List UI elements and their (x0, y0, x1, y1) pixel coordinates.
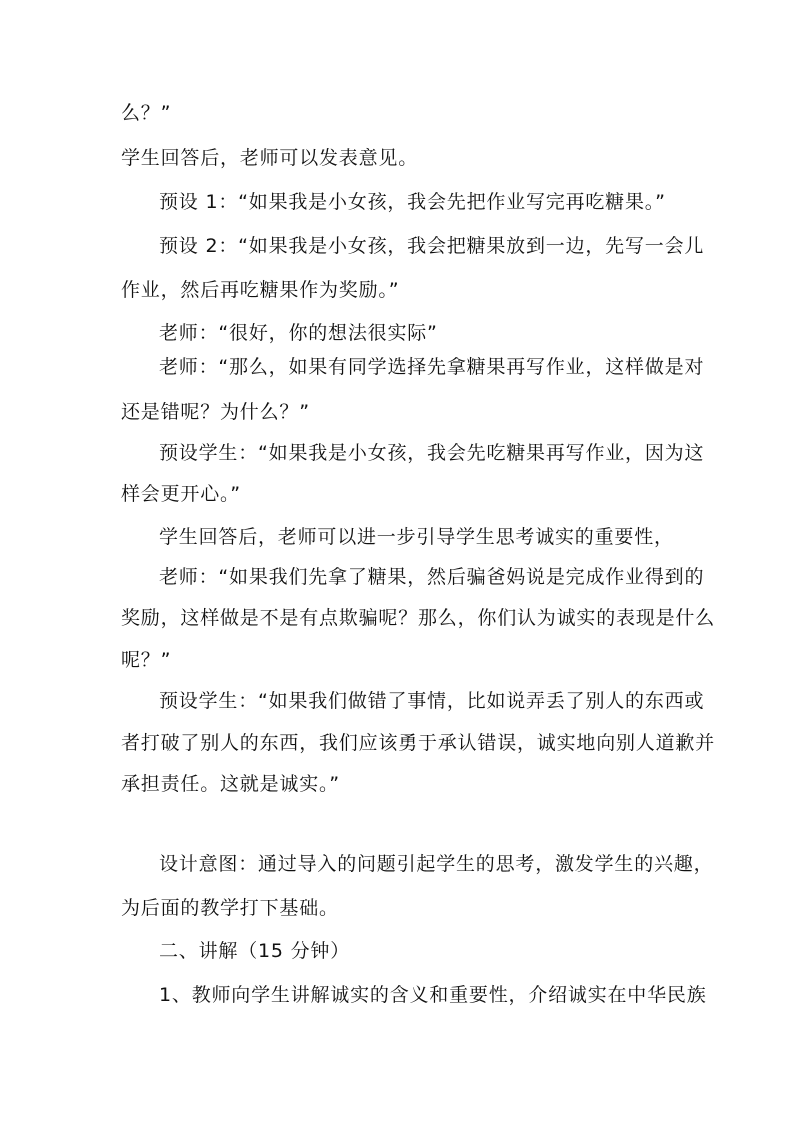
paragraph-line: 学生回答后，老师可以发表意见。 (121, 147, 419, 169)
paragraph-line: 作业，然后再吃糖果作为奖励。” (121, 279, 400, 301)
paragraph-line: 为后面的教学打下基础。 (121, 897, 339, 919)
paragraph-line: 承担责任。这就是诚实。” (121, 773, 340, 795)
paragraph-line: 呢？” (121, 649, 172, 671)
paragraph-line: 还是错呢？为什么？” (121, 401, 310, 423)
paragraph-line: 老师：“那么，如果有同学选择先拿糖果再写作业，这样做是对 (159, 356, 705, 378)
paragraph-line: 预设学生：“如果我是小女孩，我会先吃糖果再写作业，因为这 (159, 442, 705, 464)
paragraph-line: 预设 2：“如果我是小女孩，我会把糖果放到一边，先写一会儿 (159, 235, 705, 257)
section-heading: 二、讲解（15 分钟） (159, 940, 351, 962)
paragraph-line: 样会更开心。” (121, 483, 241, 505)
section-gap (0, 815, 794, 816)
paragraph-line: 者打破了别人的东西，我们应该勇于承认错误，诚实地向别人道歉并 (121, 732, 716, 754)
paragraph-line: 学生回答后，老师可以进一步引导学生思考诚实的重要性， (159, 526, 674, 548)
paragraph-line: 老师：“如果我们先拿了糖果，然后骗爸妈说是完成作业得到的 (159, 566, 705, 588)
paragraph-line: 奖励，这样做是不是有点欺骗呢？那么，你们认为诚实的表现是什么 (121, 607, 716, 629)
paragraph-line: 设计意图：通过导入的问题引起学生的思考，激发学生的兴趣， (159, 853, 714, 875)
paragraph-line: 老师：“很好，你的想法很实际” (159, 322, 438, 344)
paragraph-line: 预设 1：“如果我是小女孩，我会先把作业写完再吃糖果。” (159, 191, 666, 213)
paragraph-line: 预设学生：“如果我们做错了事情，比如说弄丢了别人的东西或 (159, 690, 705, 712)
paragraph-line: 1、教师向学生讲解诚实的含义和重要性，介绍诚实在中华民族 (159, 984, 707, 1006)
paragraph-line: 么？” (121, 102, 172, 124)
